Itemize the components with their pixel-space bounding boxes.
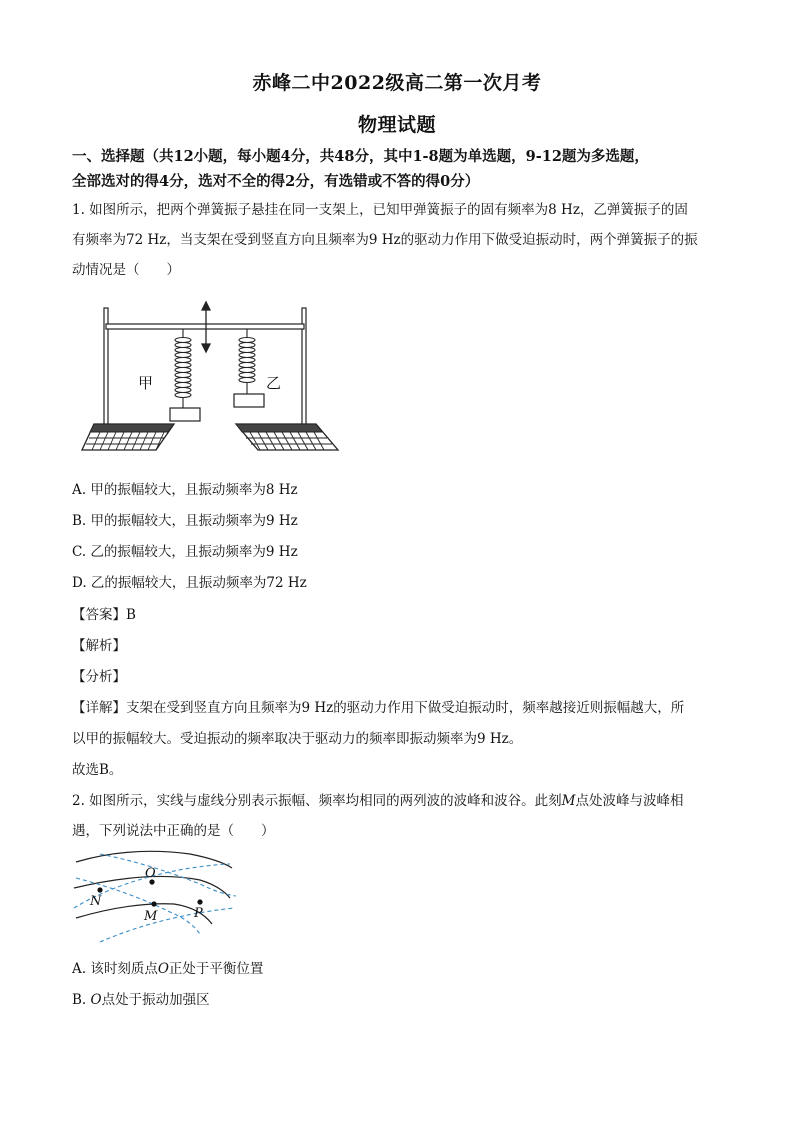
q1-option-a: A. 甲的振幅较大，且振动频率为8 Hz (72, 482, 298, 498)
q2-stem-text-b: 点处波峰与波峰相 (575, 793, 684, 809)
q1-detail-line2: 以甲的振幅较大。受迫振动的频率取决于驱动力的频率即振动频率为9 Hz。 (72, 731, 523, 747)
q2-figure-wave-interference (70, 846, 240, 946)
point-p (197, 899, 202, 904)
q2-option-a-rest: 正处于平衡位置 (168, 961, 264, 977)
q2-option-a-text: A. 该时刻质点 (72, 961, 158, 977)
point-n (97, 887, 102, 892)
q1-stem-line1: 1. 如图所示，把两个弹簧振子悬挂在同一支架上，已知甲弹簧振子的固有频率为8 Hz，乙弹簧振子的固 (72, 202, 688, 218)
q2-stem-var-m: M (561, 793, 576, 809)
section-heading-line2: 全部选对的得4分，选对不全的得2分，有选错或不答的得0分） (72, 173, 480, 190)
mass-block-jia (170, 408, 200, 421)
q2-stem-line1 (72, 786, 722, 816)
q2-stem-text-a: 2. 如图所示，实线与虚线分别表示振幅、频率均相同的两列波的波峰和波谷。此刻 (72, 793, 562, 809)
page-subtitle: 物理试题 (357, 114, 436, 136)
q2-option-b-rest: 点处于振动加强区 (101, 992, 210, 1008)
q1-conclusion: 故选B。 (72, 762, 123, 778)
q1-figure-spring-oscillators (80, 298, 340, 458)
label-n: N (90, 894, 102, 909)
spring-yi (239, 329, 255, 394)
spring-jia (175, 329, 191, 408)
point-m (151, 901, 156, 906)
left-base (82, 424, 174, 450)
q1-option-d: D. 乙的振幅较大，且振动频率为72 Hz (72, 575, 307, 591)
right-base (236, 424, 338, 450)
q1-option-b: B. 甲的振幅较大，且振动频率为9 Hz (72, 513, 298, 529)
mass-block-yi (234, 394, 264, 407)
q1-option-c: C. 乙的振幅较大，且振动频率为9 Hz (72, 544, 298, 560)
dashed-trough-4 (100, 908, 234, 942)
q2-option-a (72, 954, 722, 984)
q1-analysis-heading: 【解析】 (72, 638, 126, 654)
label-yi: 乙 (266, 374, 282, 392)
q1-detail-line1: 【详解】支架在受到竖直方向且频率为9 Hz的驱动力作用下做受迫振动时，频率越接近则振幅越大，所 (72, 700, 685, 716)
q2-option-b (72, 985, 722, 1015)
q2-stem-line2: 遇，下列说法中正确的是（ ） (72, 823, 275, 839)
label-p: P (194, 906, 203, 921)
q1-stem-line2: 有频率为72 Hz，当支架在受到竖直方向且频率为9 Hz的驱动力作用下做受迫振动时，两个弹簧振子的振 (72, 232, 698, 248)
label-o: O (145, 866, 156, 881)
q2-option-b-var-o: O (90, 992, 102, 1008)
top-bar (106, 324, 304, 329)
label-jia: 甲 (138, 374, 154, 392)
q1-stem-line3: 动情况是（ ） (72, 262, 180, 278)
label-m: M (144, 909, 158, 924)
q2-option-a-var-o: O (157, 961, 169, 977)
q1-answer: 【答案】B (72, 607, 136, 623)
page-title: 赤峰二中2022级高二第一次月考 (252, 72, 542, 94)
section-heading-line1: 一、选择题（共12小题，每小题4分，共48分，其中1-8题为单选题，9-12题为多选题， (72, 148, 649, 165)
q1-fenxi-heading: 【分析】 (72, 669, 126, 685)
q2-option-b-text: B. (72, 992, 91, 1008)
